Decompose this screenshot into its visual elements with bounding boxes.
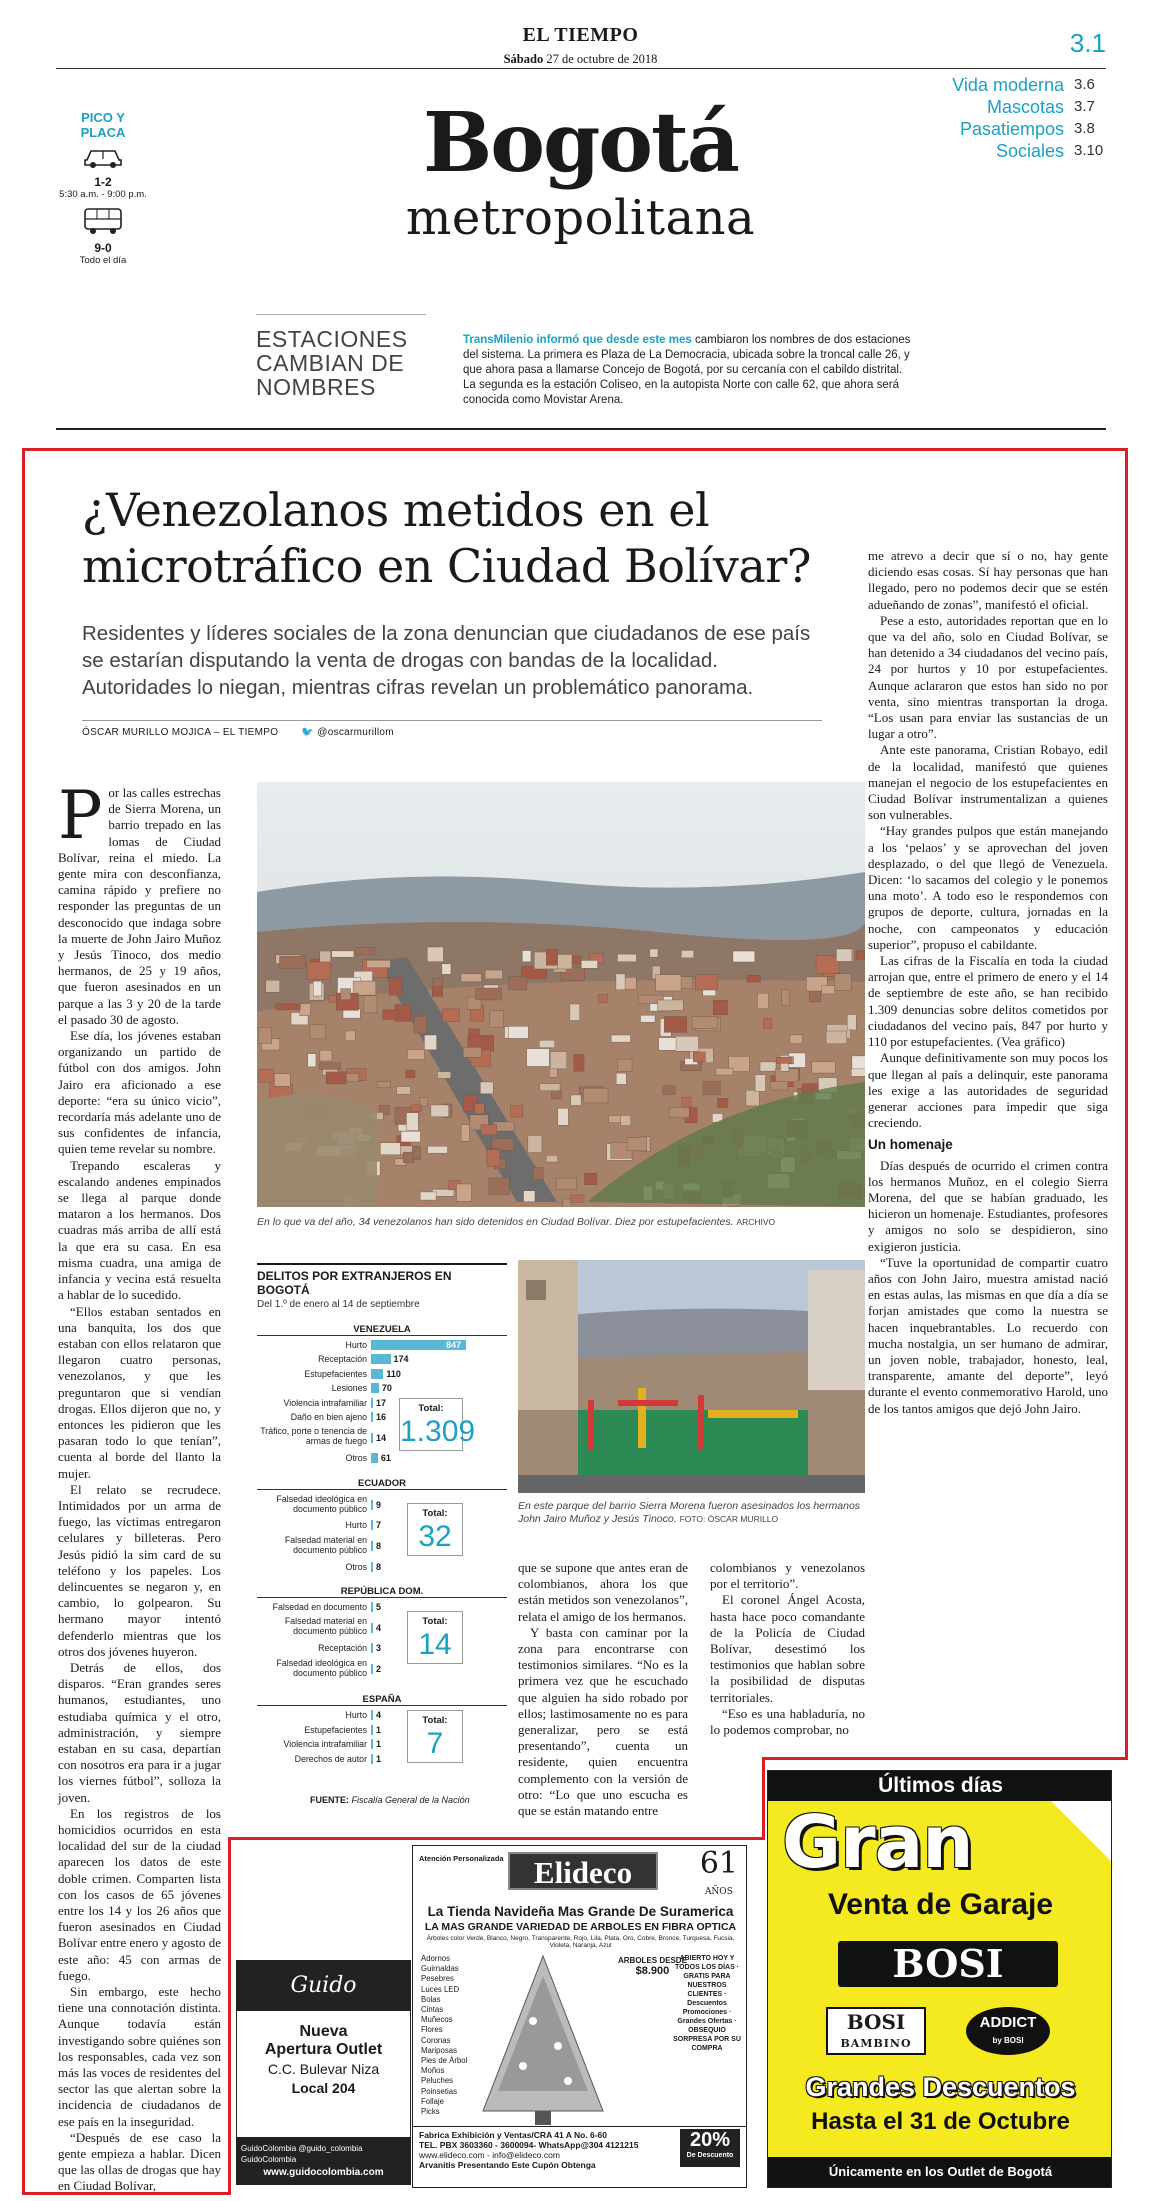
stations-body: cambiaron los nombres de dos estaciones del sistema. La primera es Plaza de La Democracia, ubicada sobre la troncal calle 26, y que ahora pasa a llamarse Concejo de Bogotá, por su cercanía con el cabildo distrital. La segunda es la estación Coliseo, en la autopista Norte con calle 62, que ahora será conocida como Movistar Arena. (463, 334, 911, 406)
date-day: Sábado (503, 52, 544, 66)
ad-text: Local 204 (291, 2080, 356, 2096)
chart-data-label: 4 (376, 1710, 382, 1721)
christmas-tree-icon (473, 1951, 613, 2126)
elideco-item: Bolas (421, 1994, 441, 2004)
section-link-pasatiempos[interactable]: Pasatiempos 3.8 (959, 119, 1095, 139)
masthead-rule (56, 68, 1106, 69)
ad-text: La Tienda Navideña Mas Grande De Suramerica (427, 1904, 734, 1919)
bus-hours: Todo el día (79, 255, 127, 266)
chart-tick-label: Falsedad en documento (272, 1602, 367, 1612)
section-link-mascotas[interactable]: Mascotas 3.7 (986, 97, 1095, 117)
ad-text: Árboles color Verde, Blanco, Negro, Transparente, Rojo, Lila, Plata, Oro, Cobre, Bronce, Turquesa, Fucsia, Violeta, Naranja, Azul (426, 1935, 735, 1949)
highlight-border-step1 (762, 1757, 1128, 1760)
paragraph: Ese día, los jóvenes estaban organizando un partido de fútbol con dos amigos. John Jairo era aficionado a ese deporte: “era su único vicio”, recordaría más adelante uno de sus confidentes de infancia, quien teme revelar su nombre. (58, 1028, 221, 1157)
section-link-vida[interactable]: Vida moderna 3.6 (952, 75, 1095, 95)
chart-tick-label: Otros (345, 1453, 367, 1464)
elideco-item: Picks (421, 2107, 440, 2117)
article-column-1 (58, 777, 221, 2195)
chart-data-label: 70 (381, 1383, 392, 1394)
page-number: 3.1 (1069, 28, 1106, 58)
chart-total-label: Total: (418, 1403, 444, 1414)
elideco-item: Cintas (421, 2005, 444, 2015)
chart-data-label: 61 (380, 1453, 391, 1464)
ad-text: Gran (782, 1800, 973, 1884)
chart-tick-label: Violencia intrafamiliar (283, 1739, 367, 1750)
chart-data-label: 4 (376, 1622, 382, 1633)
chart-tick-label: Estupefacientes (304, 1368, 367, 1379)
page-curl (1051, 1801, 1111, 1861)
chart-tick-label: Lesiones (331, 1383, 367, 1394)
chart-bar (371, 1520, 373, 1530)
chart-tick-label: Estupefacientes (304, 1724, 367, 1735)
paragraph: Sin embargo, este hecho tiene una connotación distinta. Aunque todavía están investigando sobre quiénes son los responsables, cada vez son más las voces de residentes del sector las que alertan sobre la incidencia de ciudadanos de ese país en la inseguridad. (58, 1984, 221, 2129)
paragraph: “Tuve la oportunidad de compartir cuatro años con John Jairo, muestra amistad nació en estas aulas, las mismas en que día a día se forjan amistades que como la nuestra se hacen inquebrantables. Lo recuerdo con mucha nostalgia, un ser humano de admirar, un joven noble, trabajador, honesto, leal, transparente, amante del deporte”, leyó durante el evento conmemorativo Harold, uno de los tantos amigos que dejó John Jairo. (868, 1254, 1108, 1416)
twitter-icon: 🐦 (301, 727, 315, 738)
chart-data-label: 16 (376, 1412, 387, 1422)
chart-tick-label: Derechos de autor (294, 1753, 367, 1764)
bosi-logo: BOSI (838, 1941, 1058, 1987)
paragraph: que se supone que antes eran de colombianos, ahora los que están metidos son venezolanos”, relata el amigo de los hermanos. (518, 1560, 688, 1624)
byline (82, 720, 822, 738)
chart-data-label: 14 (376, 1432, 387, 1443)
paragraph: El relato se recrudece. Intimidados por un arma de fuego, las víctimas entregaron celulares y billeteras. Pero Jesús pidió la sim card de su teléfono y los papeles. Los delincuentes se negaron y, en cambio, lo golpearon. Su hermano mayor intentó defenderlo mientras que los otros dos jóvenes huyeron. (58, 1481, 221, 1659)
chart-total-box (407, 1503, 463, 1556)
elideco-item: Pies de Árbol (421, 2056, 468, 2066)
chart-total-box (407, 1710, 463, 1763)
stations-brief (463, 333, 913, 408)
paragraph: Y basta con caminar por la zona para encontrarse con testimonios similares. “No es la primera vez que he escuchado que alguien ha sido robado por ellos; lastimosamente no es para generalizar, pero se está presentando”, cuenta un residente, quien encuentra complemento con la versión de otro: “Lo que uno escucha es que se están matando entre (518, 1624, 688, 1819)
date-line (0, 52, 1161, 67)
chart-data-label: 847 (446, 1340, 462, 1350)
chart-bar (371, 1398, 373, 1408)
author: ÓSCAR MURILLO MOJICA – EL TIEMPO (82, 727, 279, 738)
chart-tick-label: Hurto (345, 1520, 367, 1531)
elideco-item: Pesebres (421, 1974, 454, 1984)
first-paragraph: or las calles estrechas de Sierra Morena, un barrio trepado en las lomas de Ciudad Bolívar, reina el miedo. La gente mira con desconfianza, camina rápido y prefiere no responder las preguntas de un desconocido que indaga sobre la muerte de John Jairo Muñoz y Jesús Tinoco, dos medio hermanos, de 25 y 19 años, que fueron asesinados en un parque a las 3 y 20 de la tarde el pasado 30 de agosto. (58, 785, 221, 1027)
crime-chart (257, 1263, 507, 1830)
chart-tick-label: Falsedad material en documento público (284, 1534, 367, 1555)
elideco-small: Atención Personalizada (419, 1854, 504, 1863)
chart-bar (371, 1500, 373, 1510)
ad-text: Últimos días (768, 1771, 1112, 1801)
chart-subtitle: Del 1.º de enero al 14 de septiembre (257, 1299, 420, 1310)
chart-data-label: 1 (376, 1753, 382, 1764)
chart-bar (371, 1354, 391, 1364)
bosi-bambino-logo: BOSI BAMBINO (826, 2007, 926, 2055)
elideco-footer: Fabrica Exhibición y Ventas/CRA 41 A No. 6-60 TEL. PBX 3603360 - 3600094- WhatsApp@304 4121215 www.elideco.com - info@elideco.com Arvanitis Presentando Este Cupón Obtenga (413, 2126, 747, 2188)
ad-text: Apertura Outlet (264, 2041, 383, 2058)
chart-total-label: Total: (422, 1507, 448, 1519)
chart-bar (371, 1602, 373, 1612)
chart-data-label: 5 (376, 1602, 382, 1612)
photo-ciudad-bolivar (257, 782, 865, 1207)
paragraph: Aunque definitivamente son muy pocos los que llegan al país a delinquir, este panorama les exige a las autoridades de seguridad generar acciones para impedir que siga creciendo. (868, 1050, 1108, 1131)
guido-web[interactable]: www.guidocolombia.com (263, 2167, 384, 2178)
chart-data-label: 9 (376, 1499, 382, 1510)
paper-name: EL TIEMPO (522, 24, 639, 46)
chart-bar (371, 1412, 373, 1422)
chart-data-label: 174 (393, 1354, 409, 1365)
photo-credit: ARCHIVO (736, 1217, 776, 1227)
paragraph: Días después de ocurrido el crimen contra los hermanos Muñoz, en el colegio Sierra Morena, del que se habían graduado, les hicieron un homenaje. Estudiantes, profesores y amigos no solo se despidieron, sino exigieron justicia. (868, 1157, 1108, 1254)
elideco-item: Follaje (421, 2096, 444, 2106)
chart-total-value: 32 (418, 1519, 452, 1553)
paragraph: El coronel Ángel Acosta, hasta hace poco comandante de la Policía de Ciudad Bolívar, desestimó los testimonios que hablan sobre la posibilidad de disputas territoriales. (710, 1592, 865, 1705)
guido-footer (237, 2137, 410, 2184)
chart-tick-label: Daño en bien ajeno (290, 1412, 367, 1422)
paragraph: Trepando escaleras y escalando andenes empinados se llega al parque donde mataron a los hermanos. Dos cuadras más arriba de allí está la que era su casa. En esa misma cuadra, una amiga de infancia y vecina está resuelta a hablar de lo sucedido. (58, 1157, 221, 1303)
section-subtitle: metropolitana (405, 190, 756, 246)
chart-data-label: 3 (376, 1643, 382, 1654)
paragraph: En los registros de los homicidios ocurridos en esta localidad del sur de la ciudad aparecen los datos de este doble crimen. Comparten lista con los casos de 65 jóvenes entre los 14 y los 26 años que fueron asesinados en Ciudad Bolívar entre enero y agosto de este año: 45 con armas de fuego. (58, 1805, 221, 1983)
chart-data-label: 8 (376, 1561, 382, 1572)
elideco-item: Luces LED (421, 1984, 460, 1994)
elideco-item: Flores (421, 2025, 443, 2035)
guido-logo: Guido (237, 1961, 410, 2011)
date-rest: 27 de octubre de 2018 (543, 52, 658, 66)
elideco-item: Poinsetias (421, 2086, 457, 2096)
stations-title: ESTACIONES CAMBIAN DE NOMBRES (256, 314, 426, 399)
paragraph: Las cifras de la Fiscalía en toda la ciudad arrojan que, entre el primero de enero y el 14 de septiembre de este año, se han recibido 1.309 denuncias sobre delitos cometidos por ciudadanos del vecino país, 847 por hurto y 110 por estupefacientes. (Vea gráfico) (868, 953, 1108, 1050)
chart-tick-label: Otros (345, 1561, 367, 1572)
elideco-item: Moños (421, 2066, 445, 2076)
elideco-years: 61 AÑOS (699, 1846, 738, 1897)
elideco-item: Coronas (421, 2035, 451, 2045)
ad-text: Grandes Descuentos (805, 2072, 1076, 2102)
elideco-item: Guirnaldas (421, 1964, 459, 1974)
highlight-border-step2 (762, 1757, 765, 1839)
twitter-handle[interactable]: @oscarmurillom (317, 727, 394, 738)
ad-text: Únicamente en los Outlet de Bogotá (768, 2157, 1112, 2187)
pico-title: PICO Y PLACA (80, 110, 126, 140)
elideco-right: ABIERTO HOY Y TODOS LOS DÍAS · GRATIS PARA NUESTROS CLIENTES · Descuentos Promociones · Grandes Ofertas · OBSEQUIO SORPRESA POR SU COMPRA (673, 1955, 741, 2052)
chart-data-label: 8 (376, 1541, 382, 1551)
elideco-item: Adornos (421, 1954, 451, 1963)
chart-group-2: REPÚBLICA DOM. (257, 1586, 507, 1598)
chart-bar (371, 1643, 373, 1653)
ad-guido[interactable] (236, 1960, 411, 2185)
chart-source: FUENTE: Fiscalía General de la Nación (310, 1795, 470, 1805)
ad-text: Venta de Garaje (827, 1888, 1054, 1921)
article-headline: ¿Venezolanos metidos en el microtráfico en Ciudad Bolívar? (82, 483, 811, 593)
bus-plates: 9-0 (94, 241, 112, 255)
stations-lead: TransMilenio informó que desde este mes (463, 334, 692, 346)
chart-data-label: 1 (376, 1739, 382, 1750)
section-title: Bogotá (422, 95, 739, 191)
car-hours: 5:30 a.m. - 9:00 p.m. (59, 189, 147, 200)
ad-text: C.C. Bulevar Niza (267, 2061, 380, 2077)
paragraph: “Después de ese caso la gente empieza a hablar. Dicen que las ollas de drogas que hay en Ciudad Bolívar, (58, 2129, 221, 2194)
guido-social: GuidoColombia @guido_colombia GuidoColombia (241, 2144, 363, 2164)
highlight-border-top (22, 448, 1127, 451)
elideco-price: ARBOLES DESDE $8.900 (618, 1956, 687, 1977)
article-column-4 (710, 1560, 865, 1738)
chart-total-box (399, 1398, 476, 1451)
chart-bar (371, 1562, 373, 1572)
paragraph: colombianos y venezolanos por el territorio”. (710, 1560, 865, 1592)
highlight-border-step4 (228, 1837, 231, 2194)
chart-data-label: 110 (386, 1368, 401, 1379)
park-caption: En este parque del barrio Sierra Morena fueron asesinados los hermanos John Jairo Muñoz y Jesús Tinoco. FOTO: ÓSCAR MURILLO (518, 1500, 861, 1525)
chart-bar (371, 1433, 373, 1443)
photo-caption: En lo que va del año, 34 venezolanos han sido detenidos en Ciudad Bolívar. Diez por estupefacientes. ARCHIVO (257, 1216, 776, 1228)
chart-tick-label: Tráfico, porte o tenencia de armas de fuego (260, 1426, 367, 1447)
chart-tick-label: Falsedad material en documento público (284, 1616, 367, 1637)
paragraph: “Eso es una habladuría, no lo podemos comprobar, no (710, 1705, 865, 1738)
paragraph: Ante este panorama, Cristian Robayo, edil de la localidad, manifestó que quienes manejan el negocio de los estupefacientes en Ciudad Bolívar instrumentalizan a quienes son vulnerables. (868, 742, 1108, 823)
elideco-items (421, 1954, 467, 2117)
section-link-sociales[interactable]: Sociales 3.10 (995, 141, 1104, 161)
ad-text: Hasta el 31 de Octubre (811, 2108, 1070, 2135)
addict-logo: ADDICT by BOSI (966, 2007, 1050, 2055)
elideco-logo: Elideco (508, 1852, 658, 1890)
chart-bar (371, 1754, 373, 1764)
car-plates: 1-2 (94, 175, 112, 189)
chart-total-box (407, 1611, 463, 1664)
chart-bar (371, 1725, 373, 1735)
highlight-border-right (1125, 448, 1128, 1760)
chart-tick-label: Receptación (318, 1643, 367, 1654)
chart-bar (371, 1623, 373, 1633)
chart-group-3: ESPAÑA (257, 1694, 507, 1706)
ad-elideco[interactable] (412, 1845, 747, 2188)
ad-text: Nueva (299, 2023, 348, 2040)
highlight-border-step3 (228, 1837, 765, 1840)
article-deck: Residentes y líderes sociales de la zona denuncian que ciudadanos de ese país se estarían disputando la venta de drogas con bandas de la localidad. Autoridades lo niegan, mientras cifras revelan un problemático panorama. (82, 622, 811, 699)
chart-total-value: 14 (418, 1628, 452, 1662)
chart-group-0: VENEZUELA (257, 1324, 507, 1336)
ad-text: LA MAS GRANDE VARIEDAD DE ARBOLES EN FIBRA OPTICA (424, 1921, 737, 1933)
elideco-discount: 20% De Descuento (680, 2129, 740, 2167)
chart-total-value: 7 (426, 1727, 444, 1761)
chart-bar (371, 1710, 373, 1720)
elideco-item: Mariposas (421, 2045, 457, 2055)
paragraph: “Ellos estaban sentados en una banquita, los dos que estaban con ellos relataron que llegaron cuatro personas, venezolanos, y que les preguntaron que si vendían drogas. Ellos dijeron que no, y entonces les pidieron que les pasaran todo lo que tenían”, cuenta al borde del llanto la mujer. (58, 1303, 221, 1481)
elideco-item: Muñecos (421, 2015, 453, 2025)
drop-cap: P (58, 777, 103, 854)
header-rule (56, 428, 1106, 430)
chart-data-label: 17 (376, 1397, 387, 1408)
chart-bar (371, 1453, 378, 1463)
chart-total-label: Total: (422, 1616, 448, 1628)
chart-tick-label: Falsedad ideológica en documento público (276, 1493, 367, 1514)
chart-tick-label: Violencia intrafamiliar (283, 1397, 367, 1408)
chart-bar (371, 1664, 373, 1674)
subhead: Un homenaje (868, 1137, 953, 1153)
chart-bar (371, 1383, 379, 1393)
article-column-right (868, 548, 1108, 1417)
paragraph: “Hay grandes pulpos que están manejando a los ‘pelaos’ y se aprovechan del joven desplazado, o del que llegó de Venezuela. Dicen: ‘lo sacamos del colegio y le ponemos una moto’. A todo eso le respondemos con grupos de deporte, cultura, jornadas en la noche, con campeonatos y educación superior”, propuso el cabildante. (868, 823, 1108, 952)
chart-bar (371, 1541, 373, 1551)
chart-tick-label: Hurto (345, 1340, 367, 1350)
highlight-border-left (22, 448, 25, 2195)
chart-data-label: 7 (376, 1520, 382, 1531)
chart-total-label: Total: (422, 1715, 448, 1727)
chart-group-1: ECUADOR (257, 1478, 507, 1490)
chart-tick-label: Falsedad ideológica en documento público (276, 1657, 367, 1678)
paragraph: me atrevo a decir que sí o no, hay gente diciendo esas cosas. Sí hay personas que han llegado, pero no podemos decir que se estén adueñando de zonas”, manifestó el oficial. (868, 548, 1108, 612)
chart-total-value: 1.309 (400, 1415, 476, 1448)
photo-park (518, 1260, 865, 1493)
chart-data-label: 2 (376, 1663, 382, 1674)
chart-tick-label: Hurto (345, 1710, 367, 1721)
park-credit: FOTO: ÓSCAR MURILLO (679, 1514, 779, 1524)
chart-title: DELITOS POR EXTRANJEROS EN BOGOTÁ (257, 1263, 507, 1297)
elideco-item: Peluches (421, 2076, 454, 2086)
paragraph: Detrás de ellos, dos disparos. “Eran grandes seres humanos, estudiantes, uno estudiaba química y el otro, administración, y siempre estaban en su casa, departían con nosotros era para ir a jugar los viernes fútbol”, solloza la joven. (58, 1659, 221, 1805)
chart-bar (371, 1739, 373, 1749)
article-column-3 (518, 1560, 688, 1819)
chart-tick-label: Receptación (318, 1354, 367, 1365)
ad-bosi[interactable] (767, 1770, 1112, 2188)
chart-data-label: 1 (376, 1724, 382, 1735)
paragraph: Pese a esto, autoridades reportan que en lo que va del año, solo en Ciudad Bolívar, se han detenido a 34 ciudadanos del vecino país, 24 por hurtos y 10 por estupefacientes. Aunque aclararon que estos han sido no por venta, sino mientras transportan la droga. “Los usan para enviar las sustancias de un lugar a otro”. (868, 612, 1108, 742)
chart-bar (371, 1369, 383, 1379)
chart-body (257, 1310, 507, 1830)
